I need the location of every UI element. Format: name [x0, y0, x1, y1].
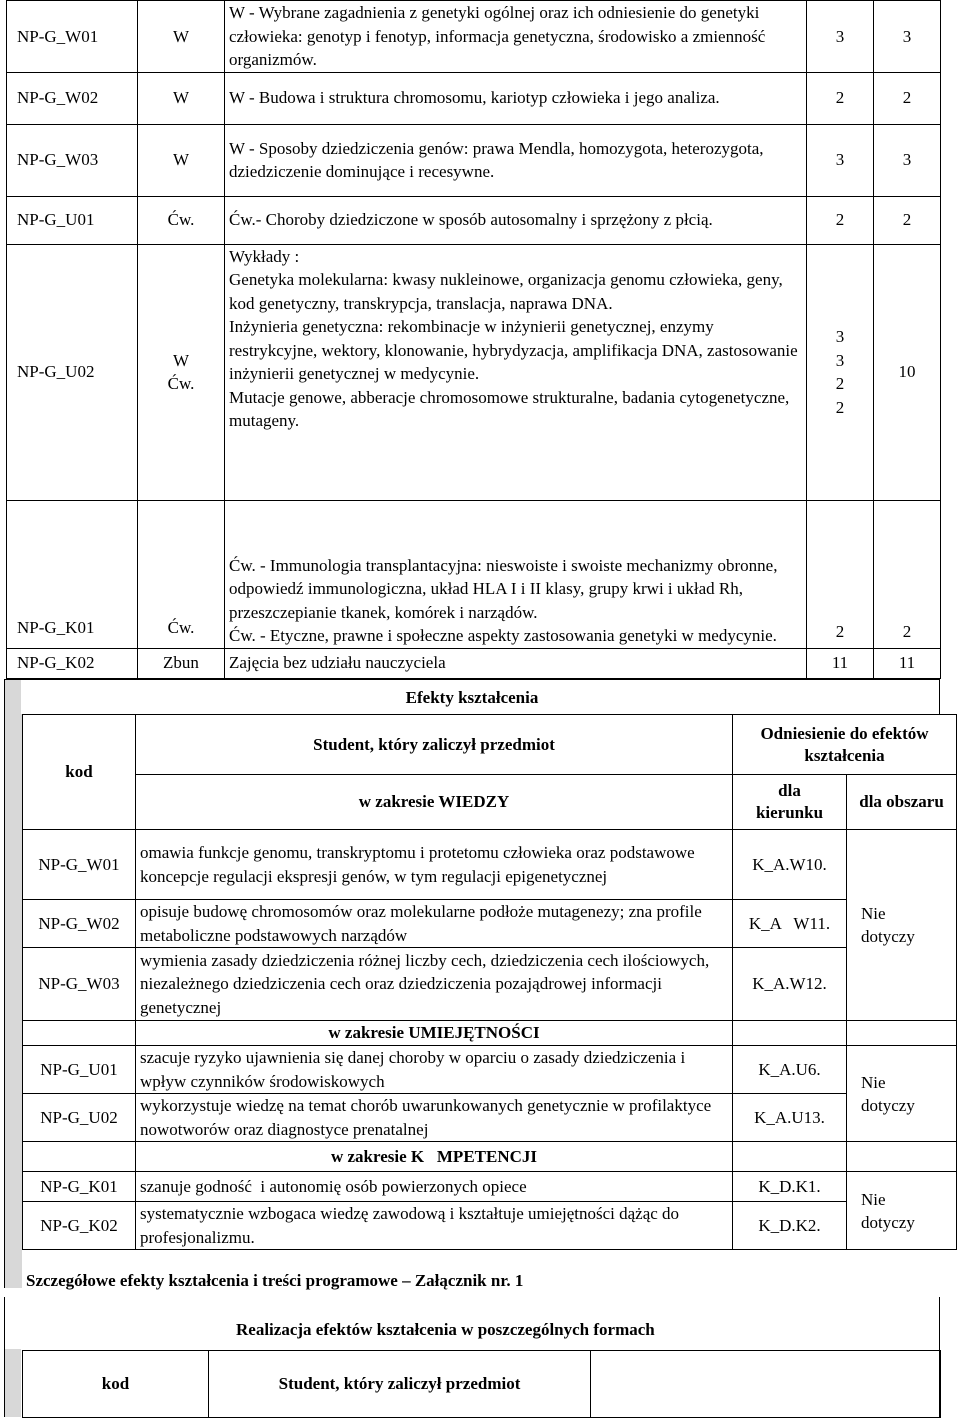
table-row [7, 648, 941, 678]
row-hours: 2 [807, 72, 874, 124]
table-row [7, 1, 941, 73]
table-row [7, 196, 941, 244]
row-hours-total: 2 [874, 72, 941, 124]
effect-code: NP-G_U01 [23, 1046, 136, 1094]
effect-text: omawia funkcje genomu, transkryptomu i protetomu człowieka oraz podstawowe koncepcje regulacji ekspresji genów, w tym regulacji epigenetycznej [136, 830, 733, 900]
effect-code: NP-G_W01 [23, 830, 136, 900]
effect-ref: K_D.K1. [733, 1172, 847, 1202]
content-line: Ćw. - Immunologia transplantacyjna: nieswoiste i swoiste mechanizmy obronne, odpowiedź immunologiczna, układ HLA I i II klasy, grupy krwi i układ Rh, przeszczepianie tkanek, komórek i narządów. [229, 555, 778, 622]
section-competences: w zakresie K MPETENCJI [136, 1142, 733, 1172]
row-form: W [138, 1, 225, 73]
row-code: NP-G_W02 [7, 72, 138, 124]
table-row [23, 830, 957, 900]
empty-cell [733, 1021, 847, 1046]
effect-text: wykorzystuje wiedzę na temat chorób uwarunkowanych genetycznie w profilaktyce nowotworów oraz diagnostyce prenatalnej [136, 1094, 733, 1142]
row-hours-total: 10 [874, 244, 941, 500]
table-row [23, 1172, 957, 1202]
realization-title: Realizacja efektów kształcenia w poszczególnych formach [236, 1320, 655, 1339]
effect-text: systematycznie wzbogaca wiedzę zawodową i kształtuje umiejętności dążąc do profesjonalizmu. [136, 1202, 733, 1250]
table-row [7, 500, 941, 648]
empty-cell [23, 1021, 136, 1046]
row-code: NP-G_K02 [7, 648, 138, 678]
details-note: Szczegółowe efekty kształcenia i treści programowe – Załącznik nr. 1 [26, 1271, 524, 1290]
row-hours-total: 3 [874, 124, 941, 196]
empty-cell [847, 1021, 957, 1046]
row-content: Ćw.- Choroby dziedziczone w sposób autosomalny i sprzężony z płcią. [225, 196, 807, 244]
row-hours-total: 2 [874, 196, 941, 244]
hours-value: 3 [835, 350, 845, 370]
table-row [7, 244, 941, 500]
effect-code: NP-G_K01 [23, 1172, 136, 1202]
effect-text: wymienia zasady dziedziczenia różnej liczby cech, dziedziczenia cech ilościowych, niezależnego dziedziczenia cech oraz dziedziczenia pozajądrowej informacji genetycznej [136, 948, 733, 1021]
row-hours-total: 3 [874, 1, 941, 73]
row-content [225, 500, 807, 648]
content-line: Inżynieria genetyczna: rekombinacje w inżynierii genetycznej, enzymy restrykcyjne, wektory, klonowanie, hybrydyzacja, amplifikacja DNA, zastosowanie inżynierii genetycznej w medycynie. [229, 317, 798, 383]
row-code: NP-G_U01 [7, 196, 138, 244]
hours-value: 2 [835, 374, 845, 393]
row-form-line: Ćw. [167, 374, 195, 393]
row-content: W - Sposoby dziedziczenia genów: prawa Mendla, homozygota, heterozygota, dziedziczenie dominujące i recesywne. [225, 124, 807, 196]
row-form: Ćw. [138, 196, 225, 244]
row-code: NP-G_K01 [7, 500, 138, 648]
effect-code: NP-G_W02 [23, 900, 136, 948]
effect-area: Nie dotyczy [847, 1172, 957, 1250]
row-hours: 11 [807, 648, 874, 678]
table-row [23, 1046, 957, 1094]
row-content: W - Wybrane zagadnienia z genetyki ogólnej oraz ich odniesienie do genetyki człowieka: genotyp i fenotyp, informacja genetyczna, środowisko a zmienność organizmów. [225, 1, 807, 73]
row-code: NP-G_U02 [7, 244, 138, 500]
gray-margin [5, 1349, 21, 1417]
effect-text: opisuje budowę chromosomów oraz molekularne podłoże mutagenezy; zna profile metaboliczne podstawowych narządów [136, 900, 733, 948]
empty-cell [847, 1142, 957, 1172]
content-line: Wykłady : [229, 246, 300, 266]
col-ref-header: Odniesienie do efektów kształcenia [733, 715, 957, 775]
effects-header-box [4, 679, 940, 714]
col-ref-area: dla obszaru [847, 775, 957, 830]
empty-cell [733, 1142, 847, 1172]
effect-area: Nie dotyczy [847, 1046, 957, 1142]
hours-value: 2 [835, 397, 845, 417]
col-code-header: kod [23, 1351, 209, 1418]
effect-ref: K_A W11. [733, 900, 847, 948]
row-hours: 2 [807, 196, 874, 244]
table-row [7, 72, 941, 124]
row-form: W [138, 124, 225, 196]
row-form: W [138, 72, 225, 124]
table-row [7, 124, 941, 196]
row-form: Ćw. [138, 500, 225, 648]
table-row [23, 775, 957, 830]
gray-margin [4, 714, 22, 1288]
effect-ref: K_D.K2. [733, 1202, 847, 1250]
effect-ref: K_A.U13. [733, 1094, 847, 1142]
empty-cell [23, 1142, 136, 1172]
col-ref-field: dla kierunku [733, 775, 847, 830]
row-hours: 3 [807, 1, 874, 73]
row-hours-total: 11 [874, 648, 941, 678]
row-form [138, 244, 225, 500]
content-line: Genetyka molekularna: kwasy nukleinowe, organizacja genomu człowieka, geny, kod genetyczny, transkrypcja, translacja, naprawa DNA. [229, 270, 783, 313]
table-row [23, 1142, 957, 1172]
table-row [23, 1094, 957, 1142]
effect-area: Nie dotyczy [847, 830, 957, 1021]
row-form: Zbun [138, 648, 225, 678]
row-content [225, 244, 807, 500]
row-content: Zajęcia bez udziału nauczyciela [225, 648, 807, 678]
effect-ref: K_A.U6. [733, 1046, 847, 1094]
effect-code: NP-G_K02 [23, 1202, 136, 1250]
table-row [23, 948, 957, 1021]
content-line: Ćw. - Etyczne, prawne i społeczne aspekty zastosowania genetyki w medycynie. [229, 626, 777, 645]
table-row [23, 900, 957, 948]
row-hours [807, 244, 874, 500]
hours-value: 3 [835, 327, 845, 346]
effect-text: szanuje godność i autonomię osób powierzonych opiece [136, 1172, 733, 1202]
row-hours: 2 [807, 500, 874, 648]
row-hours-total: 2 [874, 500, 941, 648]
col-student-header: Student, który zaliczył przedmiot [209, 1351, 591, 1418]
effect-code: NP-G_U02 [23, 1094, 136, 1142]
table-row [23, 1351, 941, 1418]
section-knowledge: w zakresie WIEDZY [136, 775, 733, 830]
section-skills: w zakresie UMIEJĘTNOŚCI [136, 1021, 733, 1046]
row-code: NP-G_W01 [7, 1, 138, 73]
empty-cell [591, 1351, 941, 1418]
table-row [23, 1021, 957, 1046]
col-student-header: Student, który zaliczył przedmiot [136, 715, 733, 775]
table-row [23, 1202, 957, 1250]
col-code-header: kod [23, 715, 136, 830]
content-line: Mutacje genowe, abberacje chromosomowe strukturalne, badania cytogenetyczne, mutageny. [229, 387, 790, 430]
effect-code: NP-G_W03 [23, 948, 136, 1021]
row-form-line: W [172, 350, 190, 370]
table-row [23, 715, 957, 775]
effect-text: szacuje ryzyko ujawnienia się danej choroby w oparciu o zasady dziedziczenia i wpływ czynników środowiskowych [136, 1046, 733, 1094]
realization-table [22, 1350, 941, 1418]
row-code: NP-G_W03 [7, 124, 138, 196]
program-content-table [6, 0, 941, 679]
row-hours: 3 [807, 124, 874, 196]
effects-table [22, 714, 957, 1250]
row-content: W - Budowa i struktura chromosomu, kariotyp człowieka i jego analiza. [225, 72, 807, 124]
effects-title: Efekty kształcenia [405, 688, 539, 707]
effect-ref: K_A.W12. [733, 948, 847, 1021]
effect-ref: K_A.W10. [733, 830, 847, 900]
